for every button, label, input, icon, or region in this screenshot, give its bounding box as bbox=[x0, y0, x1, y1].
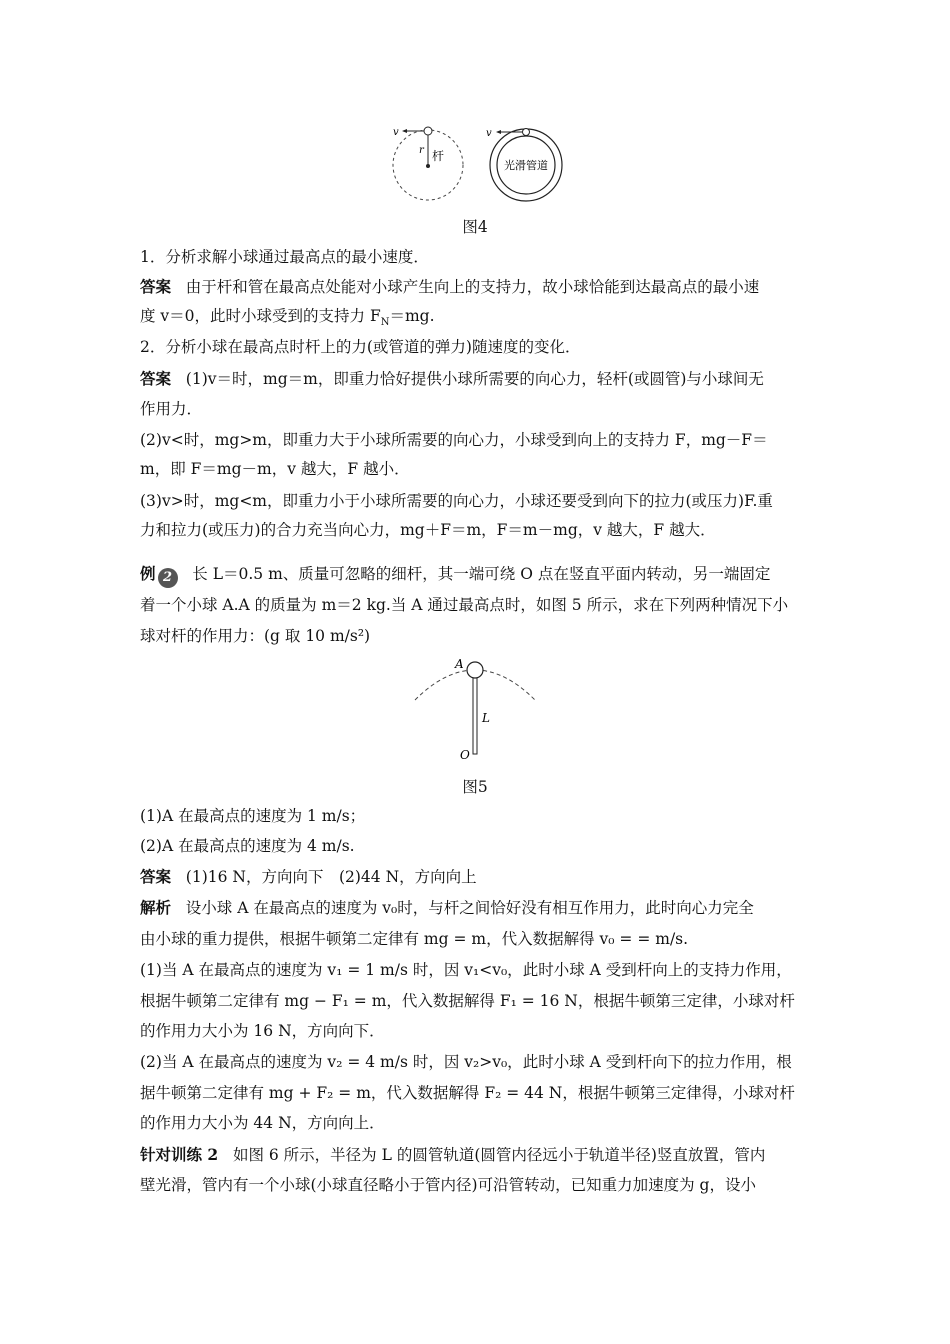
answer-tag: 答案 bbox=[140, 867, 172, 886]
answer-1-line-2 bbox=[140, 306, 812, 333]
rod-arrowhead bbox=[402, 129, 407, 133]
example-2-text-1: 长 L＝0.5 m、质量可忽略的细杆，其一端可绕 O 点在竖直平面内转动，另一端固定 bbox=[192, 565, 771, 583]
example-2-line-1 bbox=[140, 564, 812, 588]
part-1: (1)A 在最高点的速度为 1 m/s； bbox=[140, 807, 366, 825]
label-a: A bbox=[455, 657, 464, 671]
tube-ball bbox=[523, 129, 530, 136]
answer-tag: 答案 bbox=[140, 277, 172, 296]
rod-label: 杆 bbox=[432, 149, 445, 163]
figure-5 bbox=[410, 655, 540, 765]
tube-label-v: v bbox=[486, 128, 492, 139]
ball-a bbox=[467, 662, 483, 678]
analysis-line-2: 由小球的重力提供，根据牛顿第二定律有 mg = m，代入数据解得 v₀ = = m/s. bbox=[140, 930, 689, 948]
analysis-line-7: 据牛顿第二定律有 mg + F₂ = m，代入数据解得 F₂ = 44 N，根据牛顿第三定律得，小球对杆 bbox=[140, 1084, 795, 1102]
analysis-line-1 bbox=[140, 898, 812, 918]
training-2-line-1 bbox=[140, 1145, 812, 1165]
part-2: (2)A 在最高点的速度为 4 m/s. bbox=[140, 837, 355, 855]
figure-4-caption: 图4 bbox=[462, 218, 488, 236]
answer-3 bbox=[140, 867, 812, 887]
rod-label-v: v bbox=[393, 127, 399, 138]
analysis-line-6: (2)当 A 在最高点的速度为 v₂ = 4 m/s 时，因 v₂>v₀，此时小球 A 受到杆向下的拉力作用，根 bbox=[140, 1053, 792, 1071]
answer-1-text-2-end: ＝mg. bbox=[389, 307, 435, 325]
answer-2-line-6: 力和拉力(或压力)的合力充当向心力，mg＋F＝m，F＝m－mg，v 越大，F 越大． bbox=[140, 521, 716, 539]
question-2: 2．分析小球在最高点时杆上的力(或管道的弹力)随速度的变化． bbox=[140, 338, 581, 356]
answer-2-line-3: (2)v<时，mg>m，即重力大于小球所需要的向心力，小球受到向上的支持力 F，mg－F＝ bbox=[140, 431, 768, 449]
answer-2-line-5: (3)v>时，mg<m，即重力小于小球所需要的向心力，小球还要受到向下的拉力(或压力)F.重 bbox=[140, 492, 773, 510]
analysis-line-8: 的作用力大小为 44 N，方向向上． bbox=[140, 1114, 385, 1132]
analysis-text-1: 设小球 A 在最高点的速度为 v₀时，与杆之间恰好没有相互作用力，此时向心力完全 bbox=[185, 899, 754, 917]
training-2-line-2: 壁光滑，管内有一个小球(小球直径略小于管内径)可沿管转动，已知重力加速度为 g，设小 bbox=[140, 1176, 756, 1194]
answer-3-text: (1)16 N，方向向下 (2)44 N，方向向上 bbox=[185, 868, 477, 886]
label-o: O bbox=[460, 748, 470, 762]
figure-4 bbox=[385, 120, 570, 210]
answer-tag: 答案 bbox=[140, 369, 172, 388]
analysis-line-3: (1)当 A 在最高点的速度为 v₁ = 1 m/s 时，因 v₁<v₀，此时小球 A 受到杆向上的支持力作用， bbox=[140, 961, 792, 979]
answer-1-text-1: 由于杆和管在最高点处能对小球产生向上的支持力，故小球恰能到达最高点的最小速 bbox=[185, 278, 760, 296]
rod-ball bbox=[424, 127, 432, 135]
analysis-line-4: 根据牛顿第二定律有 mg − F₁ = m，代入数据解得 F₁ = 16 N，根据牛顿第三定律，小球对杆 bbox=[140, 992, 795, 1010]
example-2-line-2: 着一个小球 A.A 的质量为 m＝2 kg.当 A 通过最高点时，如图 5 所示，求在下列两种情况下小 bbox=[140, 596, 789, 614]
example-2-line-3: 球对杆的作用力：(g 取 10 m/s²) bbox=[140, 627, 371, 645]
answer-2-line-1 bbox=[140, 369, 812, 389]
answer-1-line-1 bbox=[140, 277, 812, 297]
rod bbox=[473, 678, 477, 754]
answer-2-line-4: m，即 F＝mg－m，v 越大，F 越小． bbox=[140, 460, 410, 478]
example-number-badge: 2 bbox=[158, 568, 178, 588]
training-tag: 针对训练 2 bbox=[140, 1145, 219, 1164]
answer-1-text-2: 度 v＝0，此时小球受到的支持力 F bbox=[140, 307, 381, 325]
training-2-text-1: 如图 6 所示，半径为 L 的圆管轨道(圆管内径远小于轨道半径)竖直放置，管内 bbox=[232, 1146, 766, 1164]
label-l: L bbox=[482, 711, 490, 725]
figure-5-caption: 图5 bbox=[462, 778, 488, 796]
analysis-tag: 解析 bbox=[140, 898, 172, 917]
answer-2-line-2: 作用力． bbox=[140, 400, 203, 418]
tube-label: 光滑管道 bbox=[504, 159, 548, 172]
answer-2-text-1: (1)v＝时，mg＝m，即重力恰好提供小球所需要的向心力，轻杆(或圆管)与小球间无 bbox=[185, 370, 764, 388]
rod-label-r: r bbox=[419, 145, 424, 156]
analysis-line-5: 的作用力大小为 16 N，方向向下． bbox=[140, 1022, 385, 1040]
answer-1-sub: N bbox=[380, 317, 390, 329]
tube-arrowhead bbox=[496, 130, 501, 134]
question-1: 1．分析求解小球通过最高点的最小速度． bbox=[140, 248, 429, 266]
rod-center-dot bbox=[426, 164, 430, 168]
example-tag: 例 bbox=[140, 564, 156, 583]
